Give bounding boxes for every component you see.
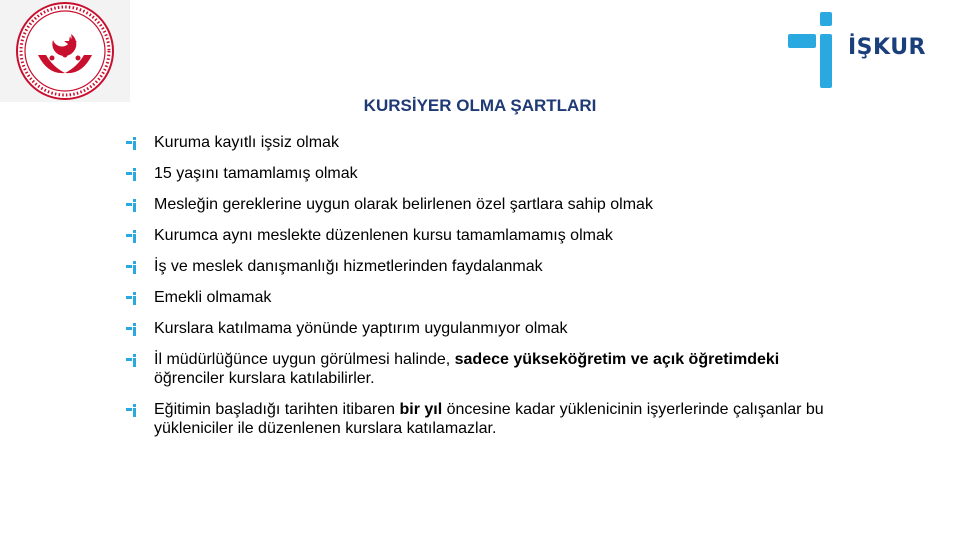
list-item-text: Mesleğin gereklerine uygun olarak belirlenen özel şartlara sahip olmak	[154, 196, 653, 213]
list-item-text: Kurumca aynı meslekte düzenlenen kursu tamamlamamış olmak	[154, 227, 613, 244]
ministry-seal-icon	[0, 0, 130, 102]
list-item-text	[154, 400, 846, 438]
list-item-text-part: Eğitimin başladığı tarihten itibaren	[154, 401, 400, 418]
list-item-text: Kuruma kayıtlı işsiz olmak	[154, 134, 339, 151]
cyan-bullet-icon	[126, 319, 154, 338]
list-item	[126, 350, 846, 400]
cyan-bullet-icon	[126, 350, 154, 369]
conditions-list	[126, 133, 846, 450]
cyan-bullet-icon	[126, 164, 154, 183]
list-item-text: Kurslara katılmama yönünde yaptırım uygulanmıyor olmak	[154, 320, 568, 337]
list-item	[126, 226, 846, 257]
list-item	[126, 288, 846, 319]
cyan-bullet-icon	[126, 257, 154, 276]
iskur-logo-icon	[786, 10, 846, 90]
cyan-bullet-icon	[126, 288, 154, 307]
list-item-text	[154, 350, 846, 388]
list-item-emphasis: bir yıl	[399, 401, 443, 418]
list-item-emphasis: sadece yükseköğretim ve açık öğretimdeki	[454, 351, 780, 368]
cyan-bullet-icon	[126, 400, 154, 419]
list-item-text-part: İl müdürlüğünce uygun görülmesi halinde,	[154, 351, 455, 368]
cyan-bullet-icon	[126, 133, 154, 152]
iskur-logo	[786, 10, 946, 90]
list-item	[126, 319, 846, 350]
list-item	[126, 257, 846, 288]
list-item-text: Emekli olmamak	[154, 289, 272, 306]
slide-title: KURSİYER OLMA ŞARTLARI	[363, 96, 597, 115]
list-item	[126, 400, 846, 450]
list-item	[126, 164, 846, 195]
list-item-text-part: öğrenciler kurslara katılabilirler.	[154, 370, 375, 387]
cyan-bullet-icon	[126, 195, 154, 214]
iskur-wordmark: İŞKUR	[848, 35, 926, 60]
list-item-text: 15 yaşını tamamlamış olmak	[154, 165, 358, 182]
list-item-text-part: öncesine kadar yüklenicinin işyerlerinde çalışanlar bu yükleniciler ile düzenlenen kurslara katılamazlar.	[154, 401, 824, 437]
cyan-bullet-icon	[126, 226, 154, 245]
list-item	[126, 195, 846, 226]
list-item	[126, 133, 846, 164]
list-item-text: İş ve meslek danışmanlığı hizmetlerinden faydalanmak	[154, 258, 543, 275]
